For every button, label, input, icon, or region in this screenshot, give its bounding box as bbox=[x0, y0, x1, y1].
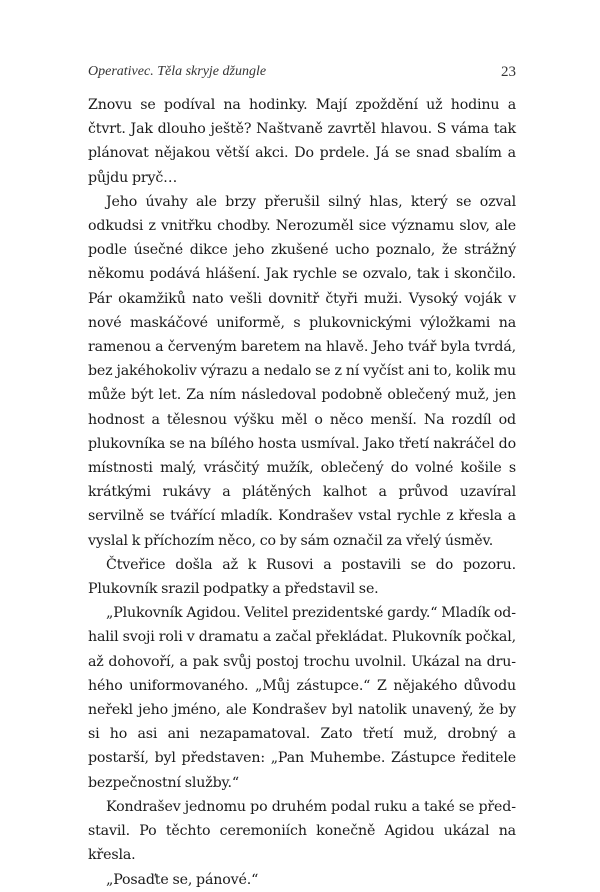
paragraph: Znovu se podíval na hodinky. Mají zpoždění už hodinu a čtvrt. Jak dlouho ještě? Naštvaně zavrtěl hlavou. S váma tak plánovat nějakou větší akci. Do prdele. Já se snad sbalím a půjdu pryč… bbox=[88, 97, 516, 186]
paragraph: Kondrašev jednomu po druhém podal ruku a také se představil. Po těchto ceremoniích konečně Agidou ukázal na křesla. bbox=[88, 798, 516, 864]
paragraph: „Posaďte se, pánové.“ bbox=[106, 871, 259, 888]
paragraph: „Plukovník Agidou. Velitel prezidentské gardy.“ Mladík odhalil svoji roli v dramatu a začal překládat. Plukovník počkal, až dohovoří, a pak svůj postoj trochu uvolnil. Ukázal na druhého uniformovaného. „Můj zástupce.“ Z nějakého důvodu neřekl jeho jméno, ale Kondrašev byl natolik unavený, že by si ho asi ani nezapamatoval. Zato třetí muž, drobný a postarší, byl představen: „Pan Muhembe. Zástupce ředitele bezpečnostní služby.“ bbox=[88, 605, 517, 791]
running-head bbox=[88, 64, 516, 84]
paragraph: Čtveřice došla až k Rusovi a postavili se do pozoru. Plukovník srazil podpatky a představil se. bbox=[88, 556, 516, 598]
page-number: 23 bbox=[501, 64, 516, 80]
paragraph: Jeho úvahy ale brzy přerušil silný hlas, který se ozval odkudsi z vnitřku chodby. Nerozuměl sice významu slov, ale podle úsečné dikce jeho zkušené ucho poznalo, že strážný někomu podává hlášení. Jak rychle se ozvalo, tak i skončilo. Pár okamžiků nato vešli dovnitř čtyři muži. Vysoký voják v nové maskáčové uniformě, s plukovnickými výložkami na ramenou a červeným baretem na hlavě. Jeho tvář byla tvrdá, bez jakéhokoliv výrazu a nedalo se z ní vyčíst ani to, kolik mu může být let. Za ním následoval podobně oblečený muž, jen hodnost a tělesnou výšku měl o něco menší. Na rozdíl od plukovníka se na bílého hosta usmíval. Jako třetí nakráčel do místnosti malý, vrásčitý mužík, oblečený do volné košile s krátkými rukávy a plátěných kalhot a průvod uzavíral servilně se tvářící mladík. Kondrašev vstal rychle z křesla a vyslal k příchozím něco, co by sám označil za vřelý úsměv. bbox=[88, 193, 516, 549]
running-title: Operativec. Těla skryje džungle bbox=[88, 64, 267, 79]
body-text bbox=[88, 93, 516, 892]
